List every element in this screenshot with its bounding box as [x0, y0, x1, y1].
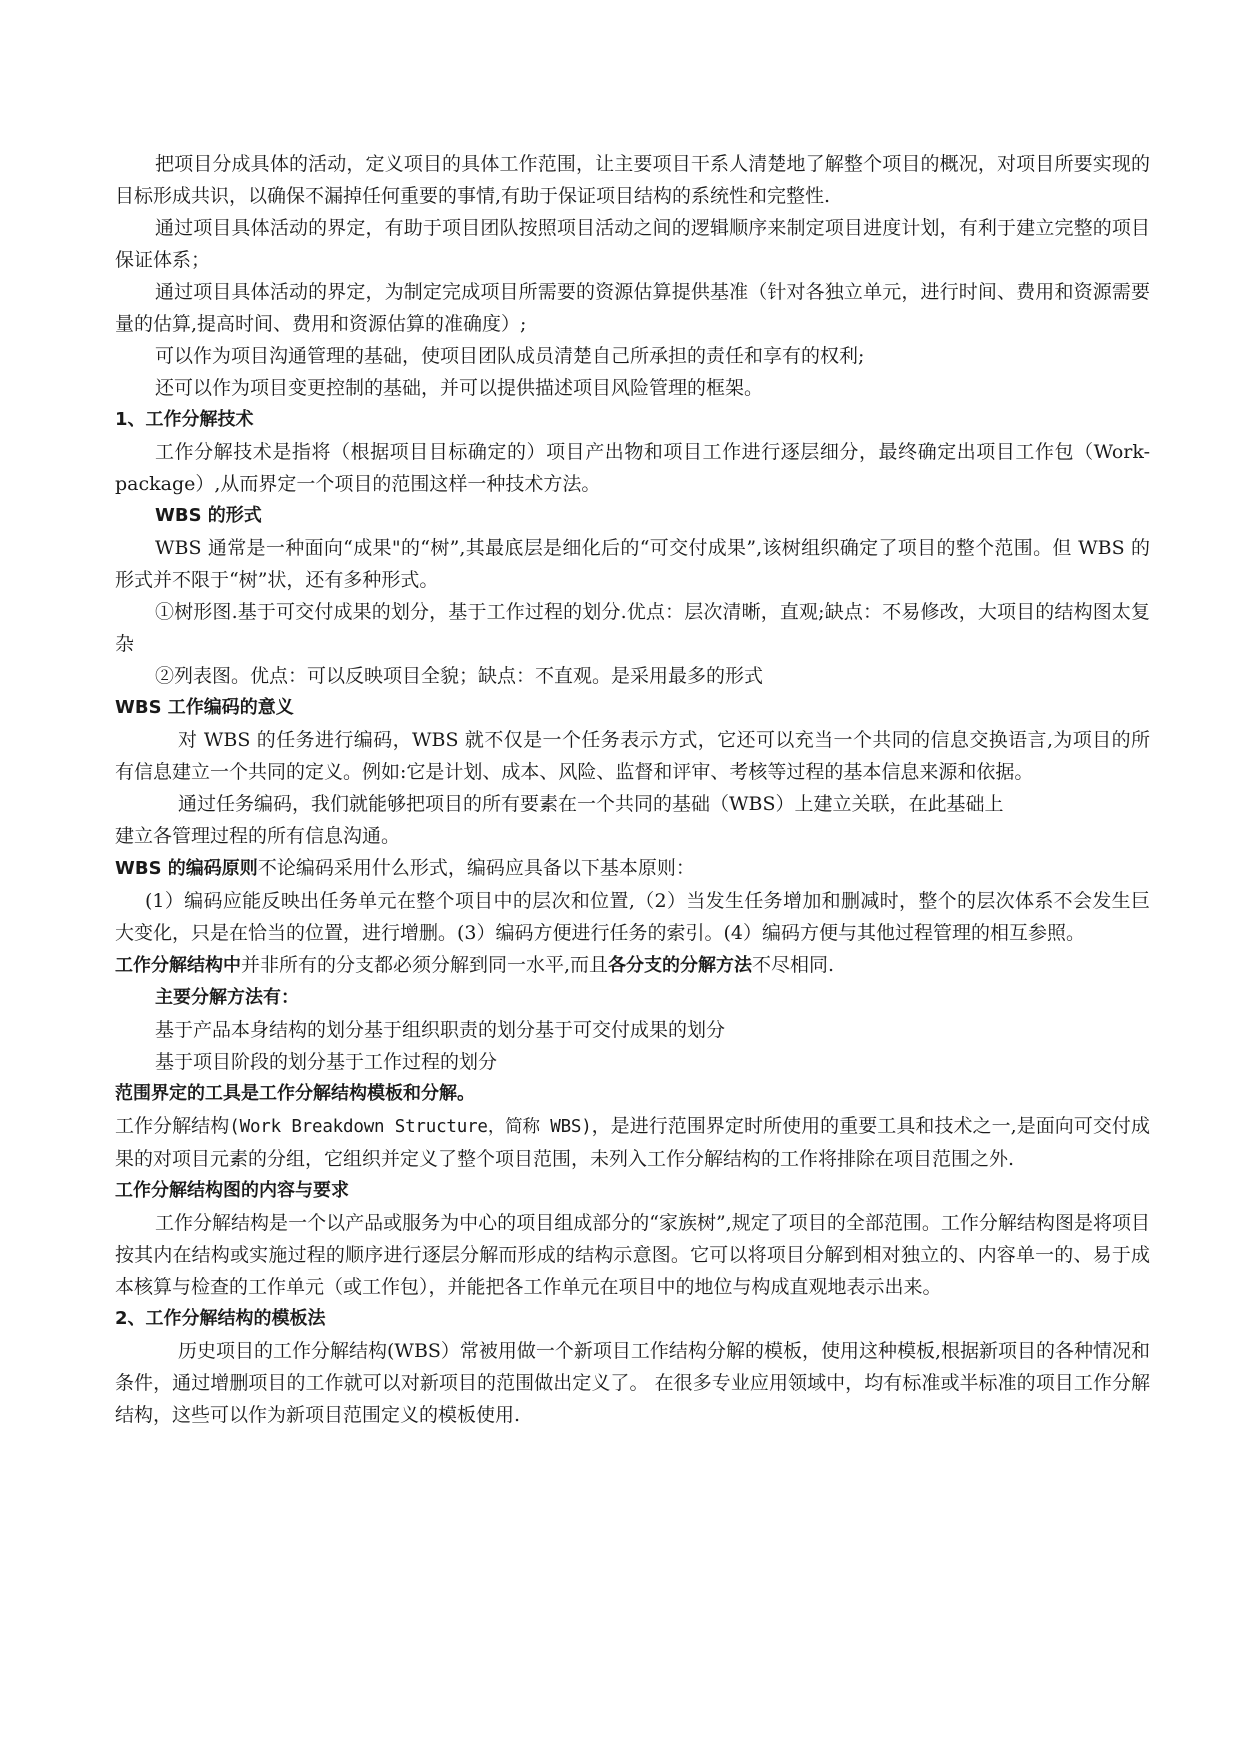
paragraph: 工作分解结构是一个以产品或服务为中心的项目组成部分的“家族树”,规定了项目的全部范围。工作分解结构图是将项目按其内在结构或实施过程的顺序进行逐层分解而形成的结构示意图。它可以将项目分解到相对独立的、内容单一的、易于成本核算与检查的工作单元（或工作包），并能把各工作单元在项目中的地位与构成直观地表示出来。: [115, 1212, 1150, 1298]
subsection-heading: WBS 工作编码的意义: [115, 697, 294, 718]
paragraph: [115, 1110, 1150, 1175]
paragraph: ①树形图.基于可交付成果的划分，基于工作过程的划分.优点：层次清晰，直观;缺点：不易修改，大项目的结构图太复杂: [115, 601, 1150, 655]
paragraph: 对 WBS 的任务进行编码，WBS 就不仅是一个任务表示方式，它还可以充当一个共同的信息交换语言,为项目的所有信息建立一个共同的定义。例如:它是计划、成本、风险、监督和评审、考核等过程的基本信息来源和依据。: [115, 729, 1150, 783]
paragraph-text: 不论编码采用什么形式，编码应具备以下基本原则：: [257, 857, 695, 879]
section-heading: 1、工作分解技术: [115, 409, 254, 430]
paragraph: 基于项目阶段的划分基于工作过程的划分: [155, 1051, 498, 1073]
paragraph-text: 不尽相同.: [752, 954, 835, 976]
paragraph: 工作分解技术是指将（根据项目目标确定的）项目产出物和项目工作进行逐层细分，最终确定出项目工作包（Work-package）,从而界定一个项目的范围这样一种技术方法。: [115, 441, 1150, 495]
paragraph-text: 并非所有的分支都必须分解到同一水平,而且: [241, 954, 609, 976]
paragraph: 把项目分成具体的活动，定义项目的具体工作范围，让主要项目干系人清楚地了解整个项目的概况，对项目所要实现的目标形成共识，以确保不漏掉任何重要的事情,有助于保证项目结构的系统性和完整性.: [115, 153, 1150, 207]
paragraph: WBS 通常是一种面向“成果"的“树”,其最底层是细化后的“可交付成果”,该树组织确定了项目的整个范围。但 WBS 的形式并不限于“树”状，还有多种形式。: [115, 537, 1150, 591]
paragraph-text: (Work Breakdown Structure，简称 WBS): [229, 1117, 592, 1137]
subsection-heading: WBS 的形式: [155, 505, 262, 526]
section-heading: 2、工作分解结构的模板法: [115, 1308, 326, 1329]
paragraph: 通过项目具体活动的界定，有助于项目团队按照项目活动之间的逻辑顺序来制定项目进度计划，有利于建立完整的项目保证体系；: [115, 217, 1150, 271]
paragraph: 通过项目具体活动的界定，为制定完成项目所需要的资源估算提供基准（针对各独立单元，进行时间、费用和资源需要量的估算,提高时间、费用和资源估算的准确度）;: [115, 281, 1150, 335]
bold-phrase: 各分支的分解方法: [608, 955, 753, 976]
paragraph: [115, 788, 1150, 852]
paragraph: 历史项目的工作分解结构(WBS）常被用做一个新项目工作结构分解的模板，使用这种模板,根据新项目的各种情况和条件，通过增删项目的工作就可以对新项目的范围做出定义了。 在很多专业应用领域中，均有标准或半标准的项目工作分解结构，这些可以作为新项目范围定义的模板使用.: [115, 1340, 1150, 1426]
document-page: [115, 148, 1150, 1431]
paragraph-text: 工作分解结构: [115, 1115, 230, 1137]
subsection-heading: 主要分解方法有：: [155, 987, 299, 1008]
paragraph: [115, 852, 1150, 885]
paragraph-line: 通过任务编码，我们就能够把项目的所有要素在一个共同的基础（WBS）上建立关联，在此基础上: [178, 793, 1004, 815]
section-heading: 范围界定的工具是工作分解结构模板和分解。: [115, 1083, 475, 1104]
paragraph: (1）编码应能反映出任务单元在整个项目中的层次和位置,（2）当发生任务增加和删减时，整个的层次体系不会发生巨大变化，只是在恰当的位置，进行增删。(3）编码方便进行任务的索引。(4）编码方便与其他过程管理的相互参照。: [115, 890, 1150, 944]
inline-heading: WBS 的编码原则: [115, 858, 258, 879]
section-heading: 工作分解结构图的内容与要求: [115, 1180, 349, 1201]
paragraph-text: ，是进行范围界定时所使用的重要工具和技术之一,是面向可交付成果的对项目元素的分组，它组织并定义了整个项目范围，未列入工作分解结构的工作将排除在项目范围之外.: [115, 1115, 1150, 1170]
paragraph: 还可以作为项目变更控制的基础，并可以提供描述项目风险管理的框架。: [155, 377, 764, 399]
bold-phrase: 工作分解结构中: [115, 955, 241, 976]
paragraph-line: 建立各管理过程的所有信息沟通。: [115, 825, 401, 847]
paragraph: 基于产品本身结构的划分基于组织职责的划分基于可交付成果的划分: [155, 1019, 726, 1041]
paragraph: ②列表图。优点：可以反映项目全貌；缺点：不直观。是采用最多的形式: [155, 665, 764, 687]
paragraph: [115, 949, 1150, 982]
paragraph: 可以作为项目沟通管理的基础，使项目团队成员清楚自己所承担的责任和享有的权利;: [155, 345, 865, 367]
